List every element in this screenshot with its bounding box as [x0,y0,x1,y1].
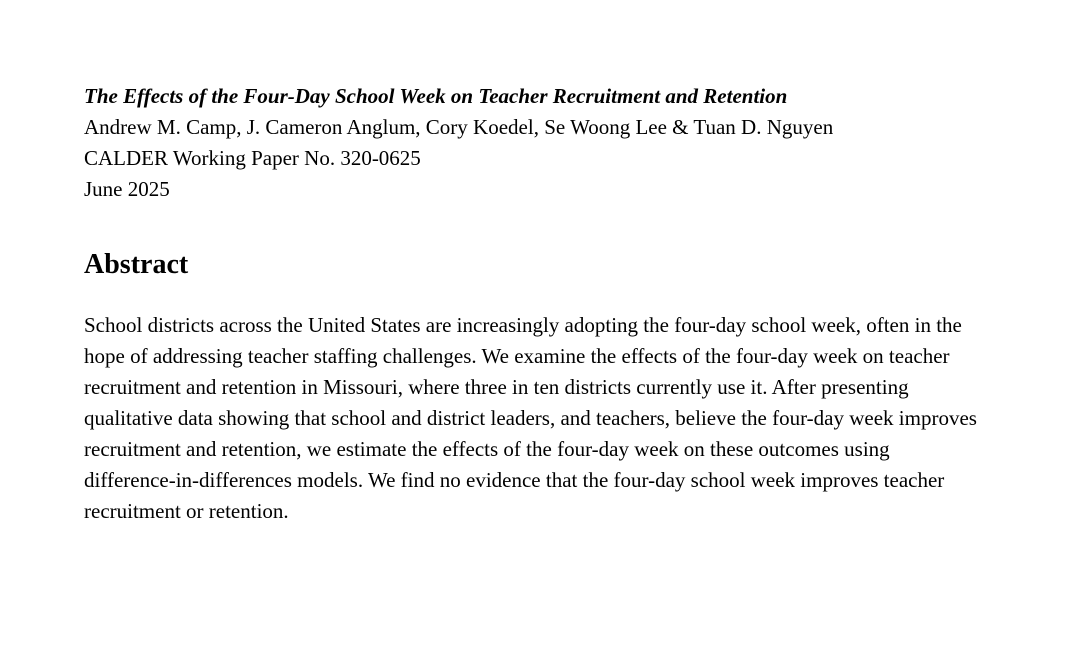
abstract-paragraph: School districts across the United States are increasingly adopting the four-day school week, often in the hope of addressing teacher staffing challenges. We examine the effects of the four-day week on teacher recruitment and retention in Missouri, where three in ten districts currently use it. After presenting qualitative data showing that school and district leaders, and teachers, believe the four-day week improves recruitment and retention, we estimate the effects of the four-day week on these outcomes using difference-in-differences models. We find no evidence that the four-day school week improves teacher recruitment or retention. [84,313,977,523]
paper-header [84,81,985,205]
abstract-heading: Abstract [84,249,189,280]
page-content [84,81,985,527]
working-paper-number: CALDER Working Paper No. 320-0625 [84,146,421,170]
paper-authors: Andrew M. Camp, J. Cameron Anglum, Cory Koedel, Se Woong Lee & Tuan D. Nguyen [84,115,834,139]
paper-title: The Effects of the Four-Day School Week on Teacher Recruitment and Retention [84,84,788,108]
publication-date: June 2025 [84,177,170,201]
